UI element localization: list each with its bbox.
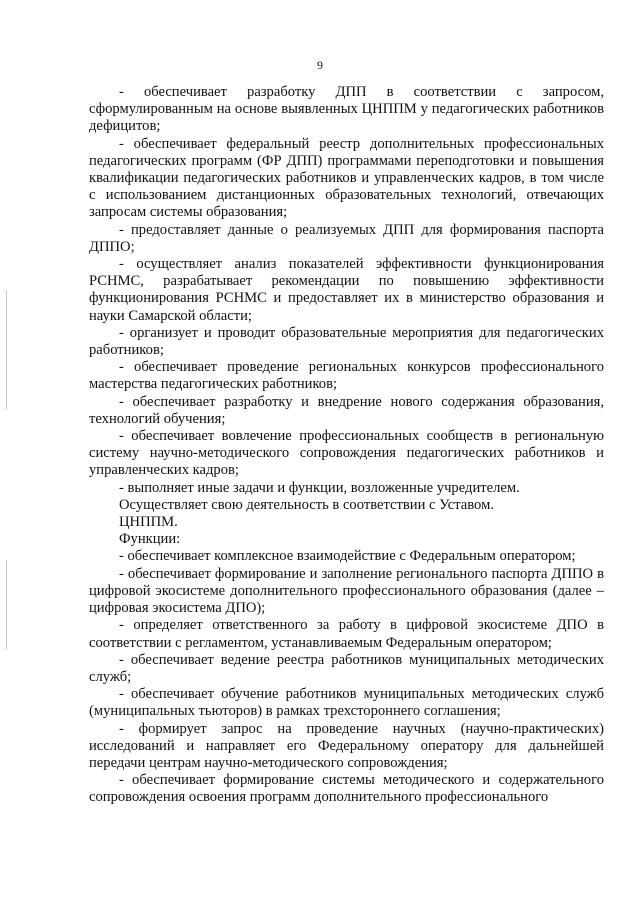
paragraph: - обеспечивает формирование системы методического и содержательного сопровождения освоения программ дополнительного профессионального (89, 772, 604, 806)
document-body (89, 84, 604, 807)
paragraph: - осуществляет анализ показателей эффективности функционирования РСНМС, разрабатывает рекомендации по повышению эффективности функционирования РСНМС и предоставляет их в министерство образования и науки Самарской области; (89, 256, 604, 324)
paragraph: - организует и проводит образовательные мероприятия для педагогических работников; (89, 324, 604, 359)
paragraph: - обеспечивает вовлечение профессиональных сообществ в региональную систему научно-методического сопровождения педагогических работников и управленческих кадров; (89, 428, 604, 479)
paragraph: - обеспечивает проведение региональных конкурсов профессионального мастерства педагогических работников; (89, 359, 604, 393)
paragraph: - обеспечивает разработку и внедрение нового содержания образования, технологий обучения; (89, 393, 604, 427)
paragraph: - обеспечивает разработку ДПП в соответствии с запросом, сформулированным на основе выявленных ЦНППМ у педагогических работников дефицитов; (89, 84, 604, 135)
section-subheading: Функции: (119, 531, 181, 548)
paragraph: - выполняет иные задачи и функции, возложенные учредителем. (119, 479, 520, 496)
paragraph: - формирует запрос на проведение научных (научно-практических) исследований и направляет его Федеральному оператору для дальнейшей передачи центрам научно-методического сопровождения; (89, 720, 604, 771)
page-number: 9 (317, 58, 323, 72)
scan-edge-mark (6, 560, 7, 650)
scan-edge-mark (6, 290, 7, 410)
paragraph: - обеспечивает комплексное взаимодействие с Федеральным оператором; (119, 548, 576, 565)
paragraph: - обеспечивает формирование и заполнение регионального паспорта ДППО в цифровой экосистеме дополнительного профессионального образования (далее – цифровая экосистема ДПО); (89, 565, 604, 617)
paragraph: Осуществляет свою деятельность в соответствии с Уставом. (119, 496, 494, 513)
paragraph: - обеспечивает ведение реестра работников муниципальных методических служб; (89, 651, 604, 685)
paragraph: - определяет ответственного за работу в цифровой экосистеме ДПО в соответствии с регламентом, устанавливаемым Федеральным оператором; (89, 617, 604, 651)
paragraph: - обеспечивает федеральный реестр дополнительных профессиональных педагогических программ (ФР ДПП) программами переподготовки и повышения квалификации педагогических работников и управленческих кадров, в том числе с использованием дистанционных образовательных технологий, отвечающих запросам системы образования; (89, 135, 604, 221)
section-heading: ЦНППМ. (119, 514, 178, 531)
paragraph: - обеспечивает обучение работников муниципальных методических служб (муниципальных тьюторов) в рамках трехстороннего соглашения; (89, 686, 604, 720)
paragraph: - предоставляет данные о реализуемых ДПП для формирования паспорта ДППО; (89, 221, 604, 255)
